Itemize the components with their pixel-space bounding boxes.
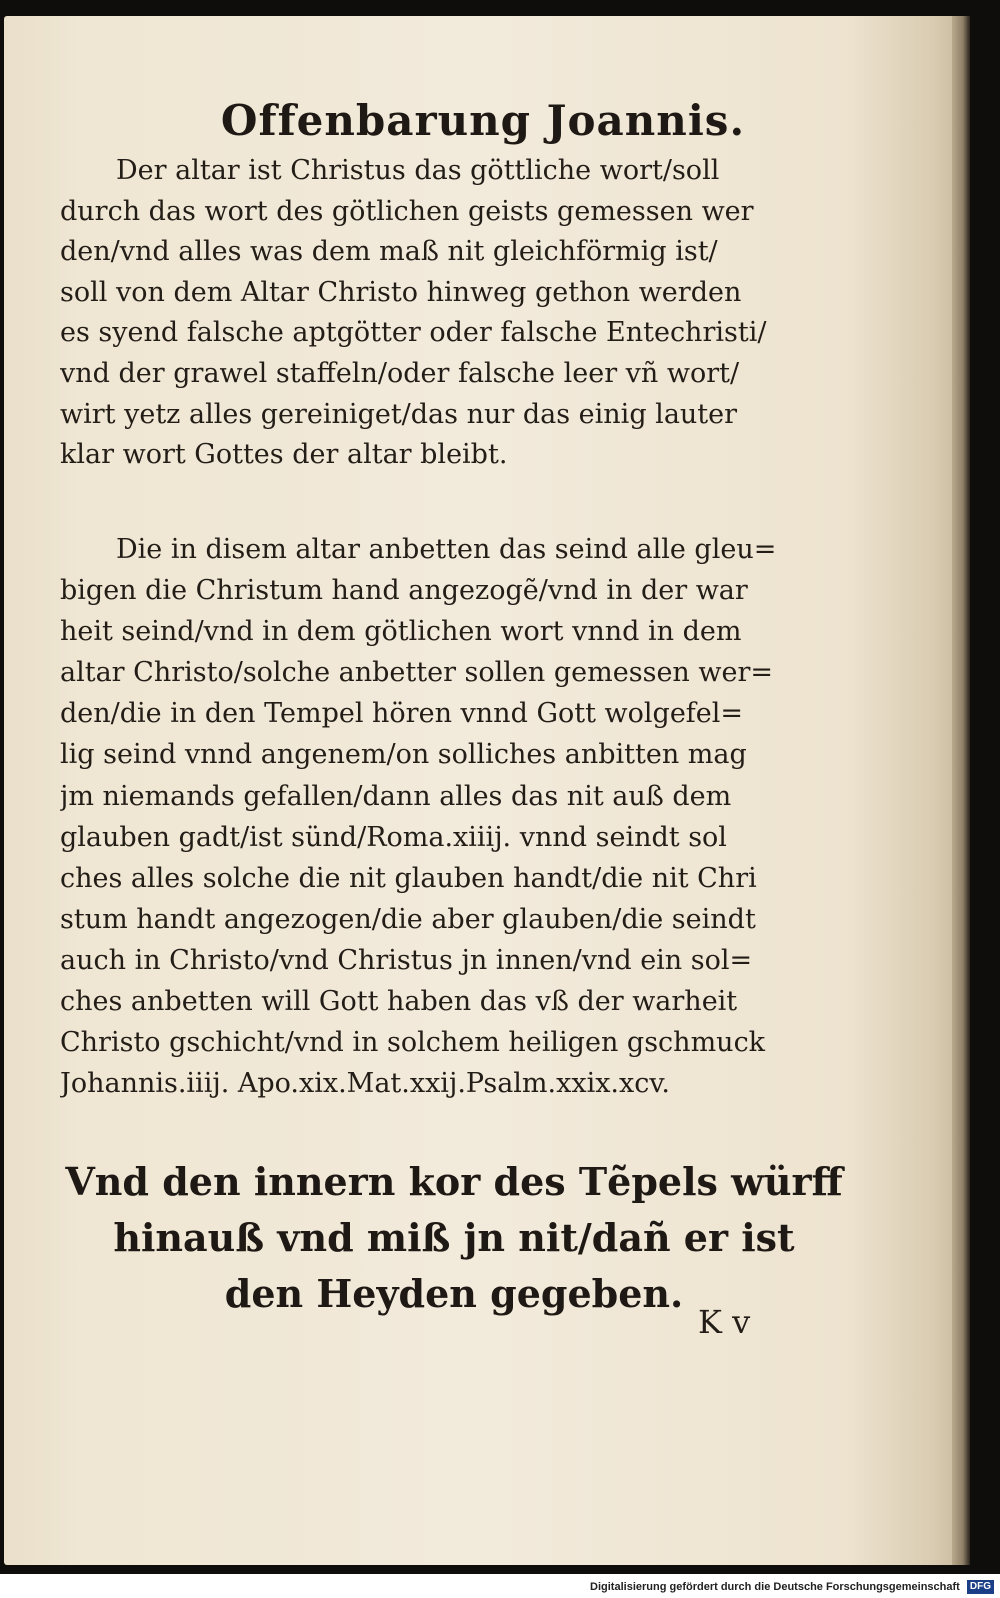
footer-text: Digitalisierung gefördert durch die Deutsche Forschungsgemeinschaft xyxy=(590,1581,960,1593)
paragraph-2 xyxy=(60,529,810,1104)
text-line: es syend falsche aptgötter oder falsche Entechristi/ xyxy=(60,317,767,349)
paragraph-1 xyxy=(60,151,810,476)
text-line: soll von dem Altar Christo hinweg gethon werden xyxy=(60,276,742,308)
text-line: Christo gschicht/vnd in solchem heiligen gschmuck xyxy=(60,1027,766,1059)
text-line: den/vnd alles was dem maß nit gleichförmig ist/ xyxy=(60,236,718,268)
text-line: klar wort Gottes der altar bleibt. xyxy=(60,439,508,471)
text-line: glauben gadt/ist sünd/Roma.xiiij. vnnd seindt sol xyxy=(60,821,727,853)
text-line: Die in disem altar anbetten das seind alle gleu= xyxy=(116,534,777,565)
book-page xyxy=(4,16,962,1565)
page-edge xyxy=(952,16,970,1565)
text-line: stum handt angezogen/die aber glauben/die seindt xyxy=(60,903,756,935)
text-line: auch in Christo/vnd Christus jn innen/vnd ein sol= xyxy=(60,944,753,976)
text-line: ches anbetten will Gott haben das vß der warheit xyxy=(60,986,738,1018)
text-line: wirt yetz alles gereiniget/das nur das einig lauter xyxy=(60,398,738,430)
text-line: lig seind vnnd angenem/on solliches anbitten mag xyxy=(60,739,747,771)
text-line: den/die in den Tempel hören vnnd Gott wolgefel= xyxy=(60,698,744,730)
text-line: ches alles solche die nit glauben handt/die nit Chri xyxy=(60,862,757,894)
verse-line: den Heyden gegeben. xyxy=(224,1271,684,1316)
page-header: Offenbarung Joannis. xyxy=(220,96,746,145)
text-line: Der altar ist Christus das göttliche wort/soll xyxy=(116,155,720,186)
text-line: Johannis.iiij. Apo.xix.Mat.xxij.Psalm.xxix.xcv. xyxy=(60,1068,670,1100)
verse-line: hinauß vnd miß jn nit/dañ er ist xyxy=(113,1215,795,1260)
verse-block xyxy=(44,1154,864,1322)
text-line: vnd der grawel staffeln/oder falsche leer vñ wort/ xyxy=(60,357,740,389)
signature-mark: K v xyxy=(698,1303,751,1341)
verse-line: Vnd den innern kor des Tẽpels würff xyxy=(65,1159,843,1204)
text-line: durch das wort des götlichen geists gemessen wer xyxy=(60,195,754,227)
footer-credit xyxy=(590,1578,994,1596)
text-line: jm niemands gefallen/dann alles das nit auß dem xyxy=(60,780,732,812)
text-line: bigen die Christum hand angezogẽ/vnd in der war xyxy=(60,575,748,607)
dfg-logo-icon: DFG xyxy=(967,1580,994,1594)
text-line: altar Christo/solche anbetter sollen gemessen wer= xyxy=(60,657,774,689)
text-line: heit seind/vnd in dem götlichen wort vnnd in dem xyxy=(60,616,742,648)
